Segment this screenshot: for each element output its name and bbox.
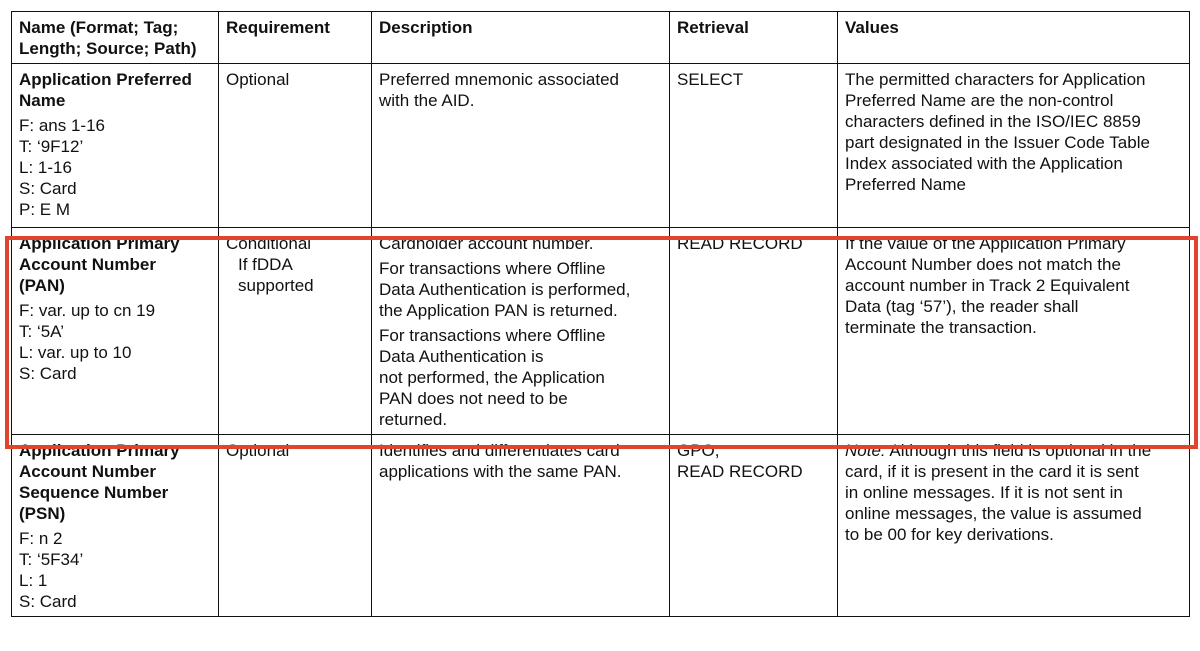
description-line: returned. [379, 410, 448, 429]
values-line [845, 440, 1182, 461]
values-line: Data (tag ‘57’), the reader shall [845, 297, 1079, 316]
values-line: characters defined in the ISO/IEC 8859 [845, 112, 1141, 131]
description-line: Preferred mnemonic associated [379, 70, 620, 89]
values-line: online messages, the value is assumed [845, 504, 1142, 523]
element-name-line: (PSN) [19, 504, 66, 523]
element-name-line: Application Primary [19, 234, 180, 253]
attribute-source: S: Card [19, 592, 77, 611]
element-name-line: Application Primary [19, 441, 180, 460]
requirement-value: Optional [226, 441, 290, 460]
description-line: Data Authentication is [379, 347, 544, 366]
attribute-source: S: Card [19, 364, 77, 383]
element-name-line: Account Number [19, 255, 156, 274]
data-elements-table [11, 11, 1190, 617]
description-cell [372, 64, 670, 228]
values-line: terminate the transaction. [845, 318, 1037, 337]
header-values: Values [838, 12, 1190, 64]
values-line: Preferred Name [845, 175, 966, 194]
requirement-value: Optional [226, 70, 290, 89]
header-retrieval: Retrieval [670, 12, 838, 64]
requirement-condition: supported [238, 276, 314, 295]
description-line: with the AID. [379, 91, 475, 110]
values-line: Preferred Name are the non-control [845, 91, 1114, 110]
element-name-line: Sequence Number [19, 483, 169, 502]
requirement-cell [219, 228, 372, 435]
values-cell [838, 64, 1190, 228]
description-cell [372, 435, 670, 617]
header-name-line: Name (Format; Tag; [19, 18, 179, 37]
values-line: Account Number does not match the [845, 255, 1121, 274]
description-cell [372, 228, 670, 435]
attribute-format: F: n 2 [19, 529, 63, 548]
retrieval-cell [670, 228, 838, 435]
description-line: applications with the same PAN. [379, 462, 622, 481]
attribute-tag: T: ‘5F34’ [19, 550, 84, 569]
table-row-highlighted [12, 228, 1190, 435]
attribute-format: F: var. up to cn 19 [19, 301, 156, 320]
attribute-source: S: Card [19, 179, 77, 198]
retrieval-value: SELECT [677, 70, 744, 89]
header-name [12, 12, 219, 64]
requirement-value: Conditional [226, 234, 312, 253]
attribute-length: L: var. up to 10 [19, 343, 132, 362]
values-line: card, if it is present in the card it is sent [845, 462, 1139, 481]
values-cell [838, 228, 1190, 435]
attribute-tag: T: ‘5A’ [19, 322, 65, 341]
retrieval-value: READ RECORD [677, 234, 803, 253]
values-line: The permitted characters for Application [845, 70, 1146, 89]
requirement-condition: If fDDA [238, 255, 293, 274]
element-name-line: Application Preferred [19, 70, 192, 89]
attribute-tag: T: ‘9F12’ [19, 137, 84, 156]
description-line: the Application PAN is returned. [379, 301, 618, 320]
description-line: For transactions where Offline [379, 326, 606, 345]
values-line: account number in Track 2 Equivalent [845, 276, 1130, 295]
table-header-row [12, 12, 1190, 64]
description-line: Data Authentication is performed, [379, 280, 631, 299]
attribute-length: L: 1-16 [19, 158, 72, 177]
description-line: not performed, the Application [379, 368, 605, 387]
element-name-line: Account Number [19, 462, 156, 481]
header-description: Description [372, 12, 670, 64]
element-name [19, 69, 211, 111]
values-line: If the value of the Application Primary [845, 234, 1126, 253]
description-line: For transactions where Offline [379, 259, 606, 278]
element-name-line: Name [19, 91, 66, 110]
attribute-path: P: E M [19, 200, 71, 219]
retrieval-value: READ RECORD [677, 462, 803, 481]
requirement-cell [219, 435, 372, 617]
description-line: PAN does not need to be [379, 389, 568, 408]
attribute-length: L: 1 [19, 571, 48, 590]
retrieval-cell [670, 435, 838, 617]
header-requirement: Requirement [219, 12, 372, 64]
table-row [12, 64, 1190, 228]
values-cell [838, 435, 1190, 617]
element-name-line: (PAN) [19, 276, 65, 295]
name-cell [12, 64, 219, 228]
header-name-line: Length; Source; Path) [19, 39, 197, 58]
values-line: Index associated with the Application [845, 154, 1123, 173]
name-cell [12, 228, 219, 435]
element-name [19, 233, 211, 296]
name-cell [12, 435, 219, 617]
element-name [19, 440, 211, 524]
attribute-format: F: ans 1-16 [19, 116, 105, 135]
description-line: Identifies and differentiates card [379, 441, 620, 460]
retrieval-value: GPO, [677, 441, 720, 460]
requirement-cell [219, 64, 372, 228]
values-line: part designated in the Issuer Code Table [845, 133, 1150, 152]
table-row [12, 435, 1190, 617]
description-line: Cardholder account number. [379, 234, 594, 253]
values-line: to be 00 for key derivations. [845, 525, 1054, 544]
note-label: Note: [845, 441, 886, 460]
retrieval-cell [670, 64, 838, 228]
values-text: Although this field is optional in the [885, 441, 1152, 460]
values-line: in online messages. If it is not sent in [845, 483, 1123, 502]
